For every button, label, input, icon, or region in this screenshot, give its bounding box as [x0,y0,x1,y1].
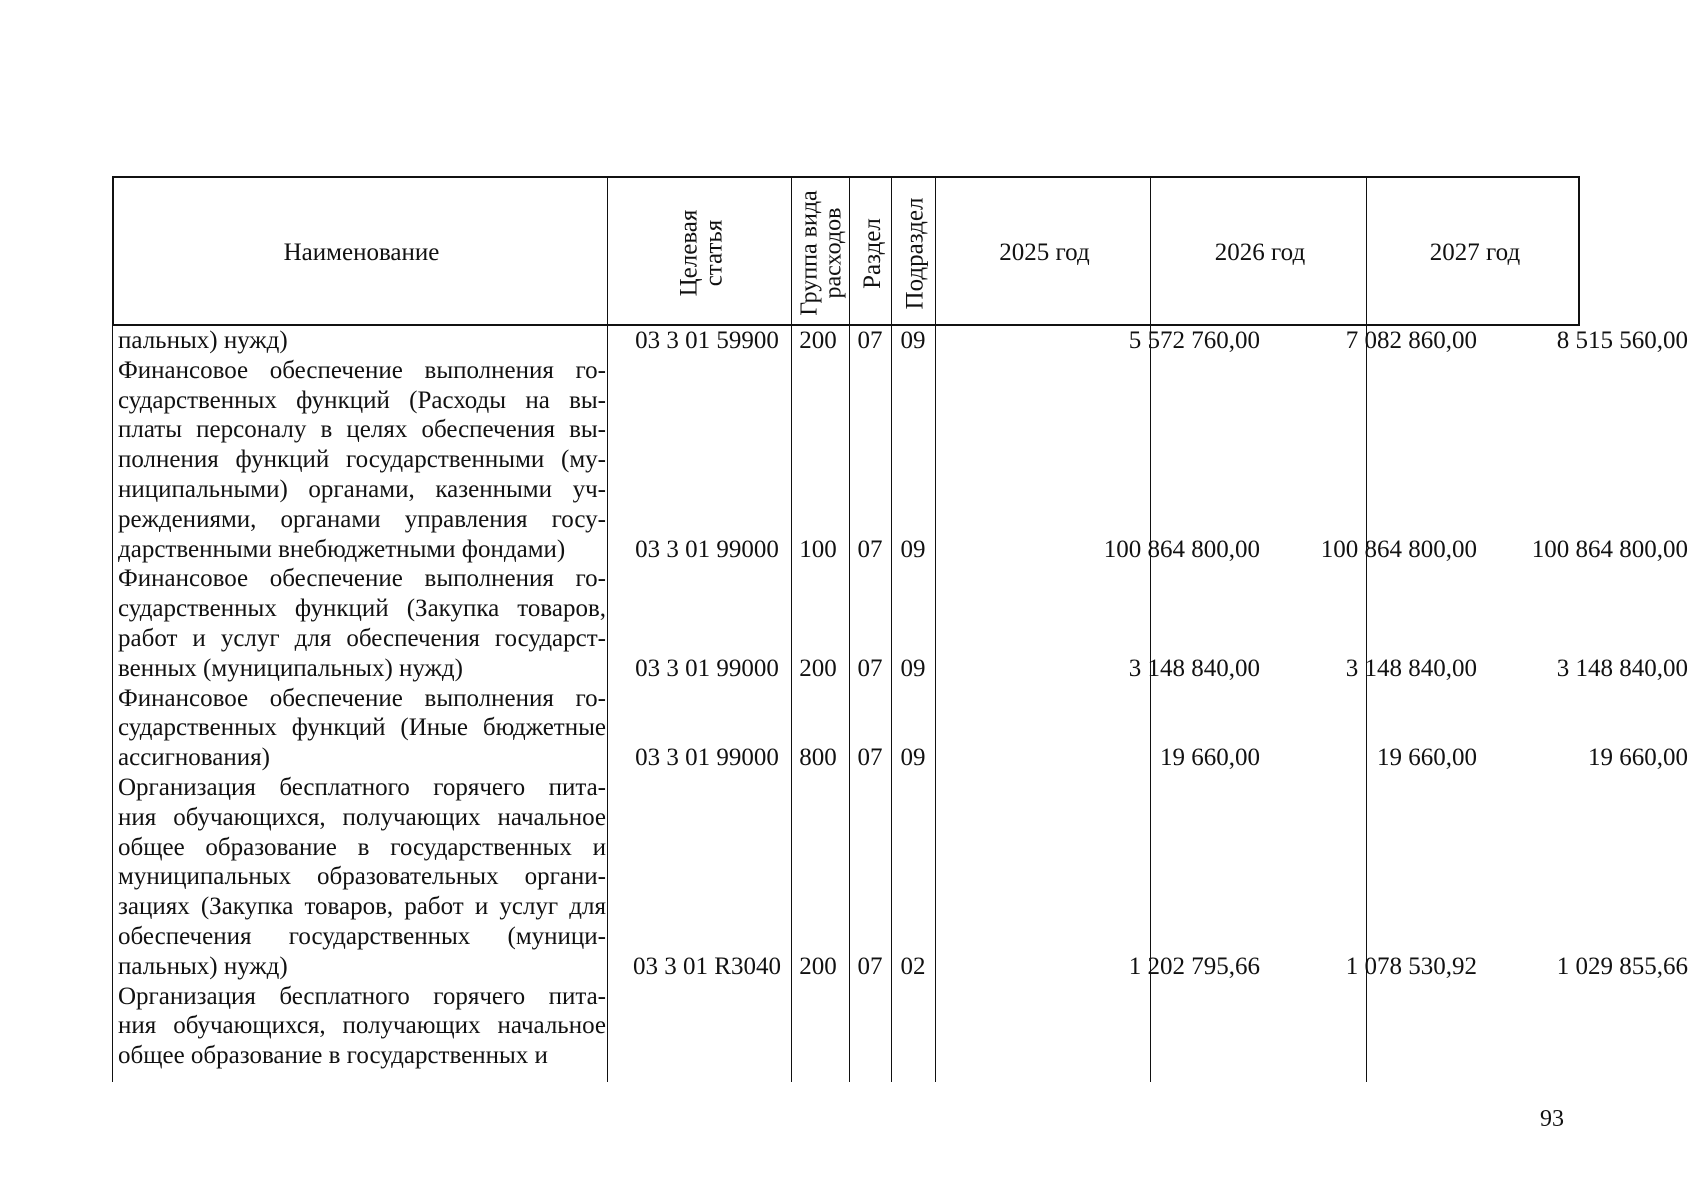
row-name-line: платы персоналу в целях обеспечения вы- [118,416,606,444]
header-2025 [937,178,1152,328]
row-name [118,773,606,982]
table-header [112,176,1580,326]
table-row [112,356,1688,565]
header-section [851,178,893,328]
row-target-code: 03 3 01 99000 [635,535,779,563]
row-expense-group: 100 [799,535,837,563]
row-amount-2025: 100 864 800,00 [1103,535,1260,563]
row-name-line: ния обучающихся, получающих начальное [118,803,606,831]
row-name-line: пальных) нужд) [118,327,288,354]
row-name-line: сударственных функций (Расходы на вы- [118,386,606,414]
row-amount-2025: 19 660,00 [1160,744,1260,772]
table-row [112,564,1688,683]
header-subsection [893,178,937,328]
header-section-label: Раздел [858,217,886,289]
header-2026-label: 2026 год [1214,238,1306,266]
row-name-line: ассигнования) [118,744,270,772]
table-right-border [1579,176,1580,326]
row-target-code: 03 3 01 99000 [635,744,779,772]
row-name-line: полнения функций государственными (му- [118,446,606,474]
row-name-line: ниципальными) органами, казенными уч- [118,475,606,503]
row-name [118,356,606,565]
header-group-label [798,190,846,315]
row-name-line: Финансовое обеспечение выполнения го- [118,684,606,712]
row-name-line: работ и услуг для обеспечения государст- [118,624,606,652]
row-name-line: Финансовое обеспечение выполнения го- [118,565,606,593]
row-amount-2026: 100 864 800,00 [1320,535,1477,563]
row-target-code: 03 3 01 99000 [635,654,779,682]
row-name-line: ния обучающихся, получающих начальное [118,1012,606,1040]
row-name [118,564,606,683]
header-target-line1: Целевая [674,209,702,297]
row-section: 07 [857,327,883,354]
table-row [112,773,1688,982]
row-amount-2027: 100 864 800,00 [1531,535,1688,563]
row-name-line: Организация бесплатного горячего пита- [118,774,606,801]
table-row [112,684,1688,773]
header-2025-label: 2025 год [999,238,1090,266]
row-name-line: Организация бесплатного горячего пита- [118,982,606,1010]
row-subsection: 09 [900,327,926,354]
page-number: 93 [1540,1106,1564,1132]
row-name-line: обеспечения государственных (муници- [118,922,606,950]
row-name-line: сударственных функций (Иные бюджетные [118,714,606,742]
row-subsection: 09 [900,744,926,772]
row-amount-2026: 3 148 840,00 [1345,654,1477,682]
header-group-line1: Группа вида [797,190,823,316]
header-target-label [676,210,726,297]
row-amount-2025: 3 148 840,00 [1128,654,1260,682]
row-name-line: общее образование в государственных и [118,1042,548,1070]
budget-table [112,176,1688,1082]
row-section: 07 [857,744,883,772]
row-subsection: 02 [900,952,926,980]
header-target-line2: статья [699,219,727,287]
header-2027-label: 2027 год [1429,238,1521,266]
row-amount-2027: 8 515 560,00 [1556,327,1688,354]
header-name [114,178,609,328]
row-name-line: венных (муниципальных) нужд) [118,654,463,682]
row-amount-2025: 5 572 760,00 [1128,327,1260,354]
row-amount-2026: 7 082 860,00 [1345,327,1477,354]
row-section: 07 [857,535,883,563]
row-section: 07 [857,654,883,682]
row-expense-group: 200 [799,654,837,682]
row-subsection: 09 [900,535,926,563]
header-target [609,178,793,328]
row-name-line: общее образование в государственных и [118,833,606,861]
row-amount-2025: 1 202 795,66 [1128,952,1260,980]
row-expense-group: 800 [799,744,837,772]
row-amount-2027: 1 029 855,66 [1556,952,1688,980]
row-name-line: зациях (Закупка товаров, работ и услуг для [118,893,606,921]
row-target-code: 03 3 01 59900 [635,327,779,354]
row-name [118,326,606,356]
header-subsection-label: Подраздел [901,197,929,309]
row-amount-2027: 3 148 840,00 [1556,654,1688,682]
header-2026 [1152,178,1368,328]
row-amount-2026: 19 660,00 [1377,744,1477,772]
row-name [118,684,606,773]
row-expense-group: 200 [799,327,837,354]
row-amount-2027: 19 660,00 [1588,744,1688,772]
table-row [112,326,1688,356]
row-amount-2026: 1 078 530,92 [1345,952,1477,980]
header-group-line2: расходов [821,207,847,299]
row-section: 07 [857,952,883,980]
header-name-label: Наименование [283,238,440,266]
row-name-line: муниципальных образовательных органи- [118,863,606,891]
row-target-code: 03 3 01 R3040 [633,952,781,980]
row-name-line: пальных) нужд) [118,952,288,980]
header-group [793,178,851,328]
table-row [112,982,1580,1071]
row-name-line: сударственных функций (Закупка товаров, [118,595,606,623]
row-name [118,982,606,1071]
row-subsection: 09 [900,654,926,682]
row-name-line: дарственными внебюджетными фондами) [118,535,566,563]
row-expense-group: 200 [799,952,837,980]
row-name-line: Финансовое обеспечение выполнения го- [118,356,606,384]
header-2027 [1368,178,1582,328]
row-name-line: реждениями, органами управления госу- [118,505,606,533]
